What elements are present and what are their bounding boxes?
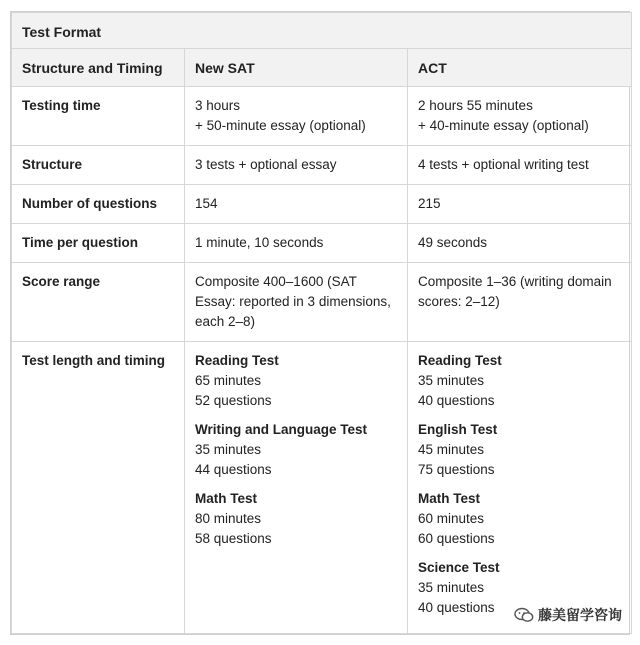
header-structure: Structure and Timing [12, 49, 185, 87]
act-cell [408, 87, 632, 146]
cell-line: 2 hours 55 minutes [418, 98, 533, 113]
cell-line: + 40-minute essay (optional) [418, 118, 589, 133]
watermark-text: 藤美留学咨询 [538, 608, 622, 624]
test-minutes: 35 minutes [418, 373, 485, 388]
row-label: Test length and timing [12, 342, 185, 634]
test-minutes: 65 minutes [195, 373, 262, 388]
sat-cell: 1 minute, 10 seconds [185, 224, 408, 263]
test-name: Writing and Language Test [195, 422, 368, 437]
act-cell: 49 seconds [408, 224, 632, 263]
test-minutes: 35 minutes [418, 580, 485, 595]
header-new-sat: New SAT [185, 49, 408, 87]
sat-cell: Composite 400–1600 (SAT Essay: reported in 3 dimensions, each 2–8) [185, 263, 408, 342]
test-block [195, 489, 397, 549]
test-questions: 44 questions [195, 462, 272, 477]
test-block [195, 420, 397, 480]
cell-line: 3 hours [195, 98, 241, 113]
table-row [12, 224, 632, 263]
test-block [418, 489, 621, 549]
test-minutes: 35 minutes [195, 442, 262, 457]
test-minutes: 60 minutes [418, 511, 485, 526]
sat-cell: 3 tests + optional essay [185, 146, 408, 185]
test-questions: 75 questions [418, 462, 495, 477]
test-name: Math Test [195, 491, 258, 506]
test-questions: 40 questions [418, 393, 495, 408]
wechat-icon [514, 607, 534, 623]
test-minutes: 45 minutes [418, 442, 485, 457]
table-title-row [12, 13, 632, 49]
test-questions: 52 questions [195, 393, 272, 408]
row-label: Time per question [12, 224, 185, 263]
watermark [512, 605, 624, 625]
test-name: English Test [418, 422, 498, 437]
row-label: Testing time [12, 87, 185, 146]
test-questions: 40 questions [418, 600, 495, 615]
test-questions: 58 questions [195, 531, 272, 546]
test-block [195, 351, 397, 411]
table-header-row [12, 49, 632, 87]
act-cell: Composite 1–36 (writing domain scores: 2–12) [408, 263, 632, 342]
table-row [12, 146, 632, 185]
sat-cell [185, 342, 408, 634]
sat-cell: 154 [185, 185, 408, 224]
act-cell: 4 tests + optional writing test [408, 146, 632, 185]
table-row [12, 185, 632, 224]
act-cell [408, 342, 632, 634]
test-format-table [10, 11, 630, 635]
table-row [12, 342, 632, 634]
test-name: Reading Test [418, 353, 502, 368]
act-cell: 215 [408, 185, 632, 224]
test-name: Reading Test [195, 353, 279, 368]
header-act: ACT [408, 49, 632, 87]
test-minutes: 80 minutes [195, 511, 262, 526]
table-title: Test Format [12, 13, 632, 49]
test-block [418, 420, 621, 480]
cell-line: + 50-minute essay (optional) [195, 118, 366, 133]
test-name: Math Test [418, 491, 481, 506]
test-questions: 60 questions [418, 531, 495, 546]
row-label: Structure [12, 146, 185, 185]
row-label: Score range [12, 263, 185, 342]
table-row [12, 87, 632, 146]
test-block [418, 351, 621, 411]
sat-cell [185, 87, 408, 146]
table-row [12, 263, 632, 342]
test-name: Science Test [418, 560, 500, 575]
row-label: Number of questions [12, 185, 185, 224]
